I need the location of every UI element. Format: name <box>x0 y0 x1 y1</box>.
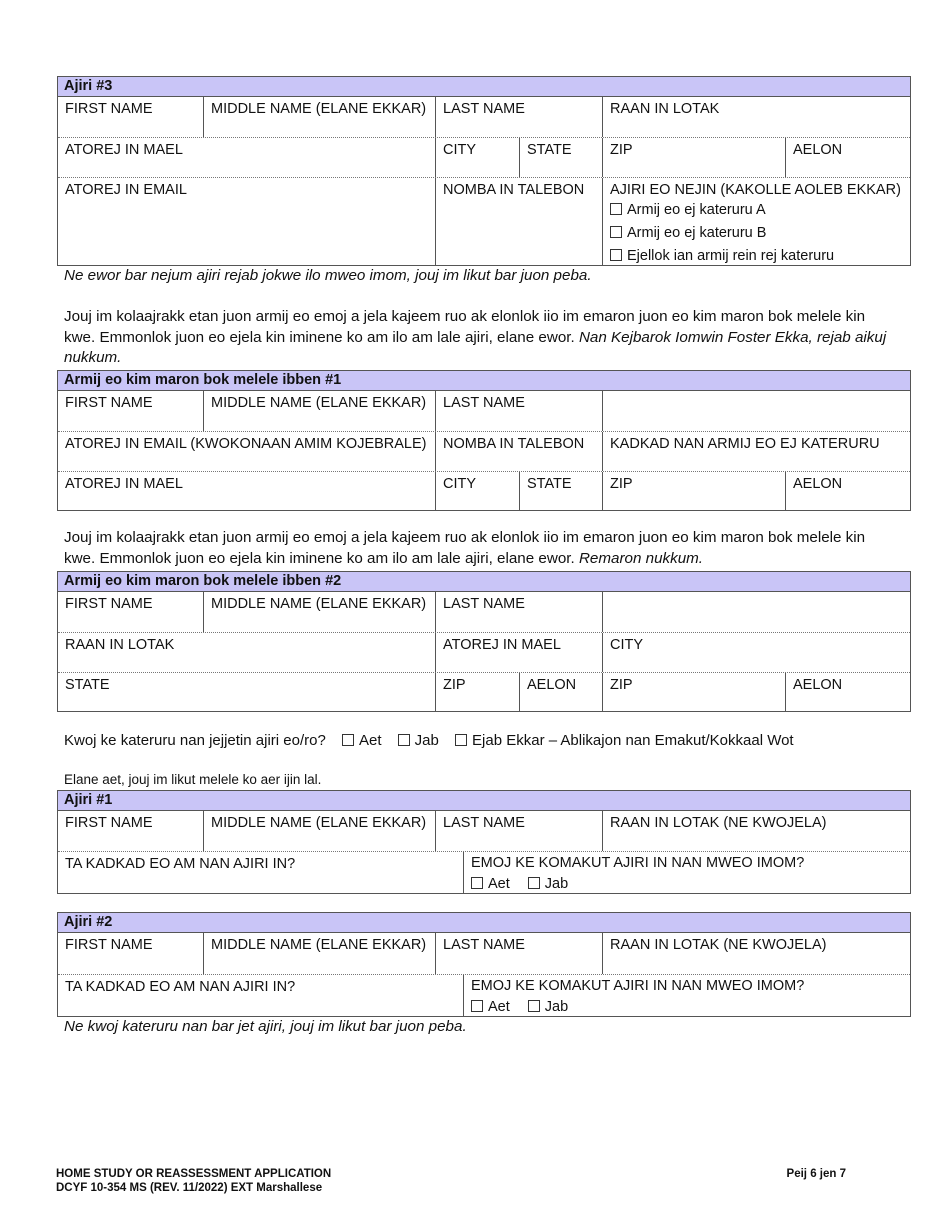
reference-2-name-row <box>58 592 910 633</box>
middle-name-field[interactable] <box>203 933 435 974</box>
reference-1-name-row <box>58 391 910 432</box>
state-field[interactable] <box>58 673 435 712</box>
first-name-label: FIRST NAME <box>65 815 153 831</box>
question-text: Kwoj ke kateruru nan jejjetin ajiri eo/ro? <box>64 732 326 749</box>
last-name-field[interactable] <box>435 97 602 137</box>
first-name-field[interactable] <box>58 97 203 137</box>
email-label: ATOREJ IN EMAIL <box>65 182 187 198</box>
zip-label: ZIP <box>443 677 466 693</box>
first-name-label: FIRST NAME <box>65 937 153 953</box>
option-label: Aet <box>488 876 510 892</box>
instructions-text: Jouj im kolaajrakk etan juon armij eo emoj a jela kajeem ruo ak elonlok iio im emaron juon eo kim maron bok melele kin kwe. Emmonlok juon eo ejela kin iminene ko am ilo am lale ajiri, elane ewor. <box>64 308 866 346</box>
mail-address-field[interactable] <box>58 138 435 177</box>
checkbox-icon[interactable] <box>610 249 622 261</box>
zip-label: ZIP <box>610 677 633 693</box>
reference-2-section <box>57 571 911 712</box>
middle-name-label: MIDDLE NAME (ELANE EKKAR) <box>211 815 427 831</box>
last-name-label: LAST NAME <box>443 395 525 411</box>
ajiri-2-note: Ne kwoj kateruru nan bar jet ajiri, jouj im likut bar juon peba. <box>64 1018 467 1035</box>
phone-label: NOMBA IN TALEBON <box>443 182 585 198</box>
relationship-label: TA KADKAD EO AM NAN AJIRI IN? <box>65 979 296 995</box>
zip-field[interactable] <box>602 472 785 511</box>
state-label: STATE <box>65 677 110 693</box>
state-field[interactable] <box>519 138 602 177</box>
last-name-label: LAST NAME <box>443 937 525 953</box>
instructions-italic: Nan Kejbarok Iomwin Foster Ekka, rejab aikuj nukkum. <box>64 328 887 366</box>
aelon-label: AELON <box>793 677 843 693</box>
ajiri-3-section <box>57 76 911 266</box>
option-label: Aet <box>358 732 382 749</box>
phone-label: NOMBA IN TALEBON <box>443 436 585 452</box>
email-field[interactable] <box>58 432 435 471</box>
ajiri-2-detail-row <box>58 975 910 1017</box>
ajiri-3-address-row <box>58 138 910 178</box>
mail-address-field[interactable] <box>58 472 435 511</box>
jab-option[interactable] <box>528 999 568 1015</box>
first-name-field[interactable] <box>58 592 203 632</box>
option-label: Armij eo ej kateruru A <box>627 202 766 218</box>
option-caregiver-a[interactable] <box>610 199 910 222</box>
state-label: STATE <box>527 142 572 158</box>
if-yes-instructions: Elane aet, jouj im likut melele ko aer ijin lal. <box>64 772 322 787</box>
first-name-label: FIRST NAME <box>65 596 153 612</box>
option-caregiver-b[interactable] <box>610 222 910 245</box>
checkbox-icon[interactable] <box>610 226 622 238</box>
ajiri-3-name-row <box>58 97 910 138</box>
relationship-field[interactable] <box>58 852 463 894</box>
birthdate-label: RAAN IN LOTAK (NE KWOJELA) <box>610 937 827 953</box>
reference-2-instructions <box>64 528 894 569</box>
aelon-label: AELON <box>793 476 843 492</box>
aelon-label: AELON <box>793 142 843 158</box>
city-field[interactable] <box>435 472 519 511</box>
blank-field[interactable] <box>602 592 910 632</box>
last-name-label: LAST NAME <box>443 596 525 612</box>
aelon-field[interactable] <box>785 673 910 712</box>
ajiri-1-section <box>57 790 911 894</box>
city-label: CITY <box>443 476 477 492</box>
checkbox-icon[interactable] <box>455 734 467 746</box>
footer-form-number: DCYF 10-354 MS (REV. 11/2022) EXT Marshallese <box>56 1182 323 1194</box>
checkbox-icon[interactable] <box>471 1000 483 1012</box>
last-name-field[interactable] <box>435 391 602 431</box>
ajiri-2-section <box>57 912 911 1017</box>
form-footer <box>56 1167 331 1195</box>
aet-option[interactable] <box>342 732 382 749</box>
zip-field[interactable] <box>602 673 785 712</box>
birthdate-field[interactable] <box>602 97 910 137</box>
moved-in-label: EMOJ KE KOMAKUT AJIRI IN NAN MWEO IMOM? <box>471 855 805 871</box>
reference-2-header: Armij eo kim maron bok melele ibben #2 <box>58 572 910 592</box>
ajiri-3-note: Ne ewor bar nejum ajiri rejab jokwe ilo mweo imom, jouj im likut bar juon peba. <box>64 267 592 284</box>
ajiri-1-detail-row <box>58 852 910 894</box>
option-label: Jab <box>544 999 569 1015</box>
middle-name-field[interactable] <box>203 391 435 431</box>
aelon-field[interactable] <box>519 673 602 712</box>
instructions-text: Jouj im kolaajrakk etan juon armij eo emoj a jela kajeem ruo ak elonlok iio im emaron juon eo kim maron bok melele kin kwe. Emmonlok juon eo ejela kin iminene ko am ilo am lale ajiri, elane ewor. <box>64 529 866 567</box>
ajiri-3-header: Ajiri #3 <box>58 77 910 97</box>
checkbox-icon[interactable] <box>528 877 540 889</box>
state-label: STATE <box>527 476 572 492</box>
checkbox-icon[interactable] <box>342 734 354 746</box>
reference-1-instructions <box>64 307 894 369</box>
moved-in-field <box>463 975 910 1017</box>
state-field[interactable] <box>519 472 602 511</box>
ajiri-1-header: Ajiri #1 <box>58 791 910 811</box>
birthdate-field[interactable] <box>58 633 435 672</box>
moved-in-label: EMOJ KE KOMAKUT AJIRI IN NAN MWEO IMOM? <box>471 978 805 994</box>
city-label: CITY <box>610 637 644 653</box>
birthdate-label: RAAN IN LOTAK <box>65 637 175 653</box>
option-label: Ejellok ian armij rein rej kateruru <box>627 248 835 264</box>
relationship-label: TA KADKAD EO AM NAN AJIRI IN? <box>65 856 296 872</box>
ajiri-2-header: Ajiri #2 <box>58 913 910 933</box>
footer-title: HOME STUDY OR REASSESSMENT APPLICATION <box>56 1168 332 1180</box>
reference-1-contact-row <box>58 432 910 472</box>
reference-1-address-row <box>58 472 910 511</box>
middle-name-label: MIDDLE NAME (ELANE EKKAR) <box>211 101 427 117</box>
first-name-field[interactable] <box>58 933 203 974</box>
mail-address-field[interactable] <box>435 633 602 672</box>
zip-field[interactable] <box>602 138 785 177</box>
aelon-label: AELON <box>527 677 577 693</box>
middle-name-label: MIDDLE NAME (ELANE EKKAR) <box>211 937 427 953</box>
birthdate-label: RAAN IN LOTAK <box>610 101 720 117</box>
middle-name-label: MIDDLE NAME (ELANE EKKAR) <box>211 596 427 612</box>
jab-option[interactable] <box>398 732 439 749</box>
not-applicable-option[interactable] <box>455 732 794 749</box>
moved-in-field <box>463 852 910 894</box>
birthdate-label: RAAN IN LOTAK (NE KWOJELA) <box>610 815 827 831</box>
adoption-question <box>64 731 794 751</box>
child-of-label: AJIRI EO NEJIN (KAKOLLE AOLEB EKKAR) <box>610 182 901 198</box>
aelon-field[interactable] <box>785 472 910 511</box>
zip-label: ZIP <box>610 142 633 158</box>
ajiri-3-contact-row <box>58 178 910 266</box>
birthdate-field[interactable] <box>602 933 910 974</box>
option-label: Aet <box>488 999 510 1015</box>
last-name-field[interactable] <box>435 592 602 632</box>
birthdate-field[interactable] <box>602 811 910 851</box>
child-of-field <box>602 178 910 266</box>
middle-name-label: MIDDLE NAME (ELANE EKKAR) <box>211 395 427 411</box>
ajiri-2-name-row <box>58 933 910 975</box>
email-label: ATOREJ IN EMAIL (KWOKONAAN AMIM KOJEBRALE) <box>65 436 427 452</box>
zip-field[interactable] <box>435 673 519 712</box>
instructions-italic: Remaron nukkum. <box>578 549 704 567</box>
last-name-label: LAST NAME <box>443 815 525 831</box>
reference-1-section <box>57 370 911 511</box>
aet-option[interactable] <box>471 999 510 1015</box>
first-name-field[interactable] <box>58 811 203 851</box>
middle-name-field[interactable] <box>203 592 435 632</box>
mail-address-label: ATOREJ IN MAEL <box>65 142 183 158</box>
option-neither[interactable] <box>610 245 910 268</box>
last-name-field[interactable] <box>435 811 602 851</box>
reference-1-header: Armij eo kim maron bok melele ibben #1 <box>58 371 910 391</box>
city-field[interactable] <box>435 138 519 177</box>
city-label: CITY <box>443 142 477 158</box>
option-label: Armij eo ej kateruru B <box>627 225 767 241</box>
relationship-field[interactable] <box>602 432 910 471</box>
ajiri-1-name-row <box>58 811 910 852</box>
middle-name-field[interactable] <box>203 811 435 851</box>
last-name-field[interactable] <box>435 933 602 974</box>
phone-field[interactable] <box>435 432 602 471</box>
checkbox-icon[interactable] <box>528 1000 540 1012</box>
last-name-label: LAST NAME <box>443 101 525 117</box>
mail-address-label: ATOREJ IN MAEL <box>443 637 561 653</box>
city-field[interactable] <box>602 633 910 672</box>
reference-2-address-row <box>58 673 910 712</box>
checkbox-icon[interactable] <box>398 734 410 746</box>
checkbox-icon[interactable] <box>610 203 622 215</box>
aet-option[interactable] <box>471 876 510 892</box>
relationship-field[interactable] <box>58 975 463 1017</box>
first-name-label: FIRST NAME <box>65 101 153 117</box>
option-label: Jab <box>544 876 569 892</box>
blank-field[interactable] <box>602 391 910 431</box>
email-field[interactable] <box>58 178 435 266</box>
option-label: Ejab Ekkar – Ablikajon nan Emakut/Kokkaal Wot <box>472 732 794 749</box>
checkbox-icon[interactable] <box>471 877 483 889</box>
reference-2-mid-row <box>58 633 910 673</box>
first-name-field[interactable] <box>58 391 203 431</box>
phone-field[interactable] <box>435 178 602 266</box>
page-number: Peij 6 jen 7 <box>786 1168 846 1180</box>
aelon-field[interactable] <box>785 138 910 177</box>
relationship-label: KADKAD NAN ARMIJ EO EJ KATERURU <box>610 436 880 452</box>
first-name-label: FIRST NAME <box>65 395 153 411</box>
jab-option[interactable] <box>528 876 568 892</box>
option-label: Jab <box>414 732 439 749</box>
mail-address-label: ATOREJ IN MAEL <box>65 476 183 492</box>
zip-label: ZIP <box>610 476 633 492</box>
middle-name-field[interactable] <box>203 97 435 137</box>
